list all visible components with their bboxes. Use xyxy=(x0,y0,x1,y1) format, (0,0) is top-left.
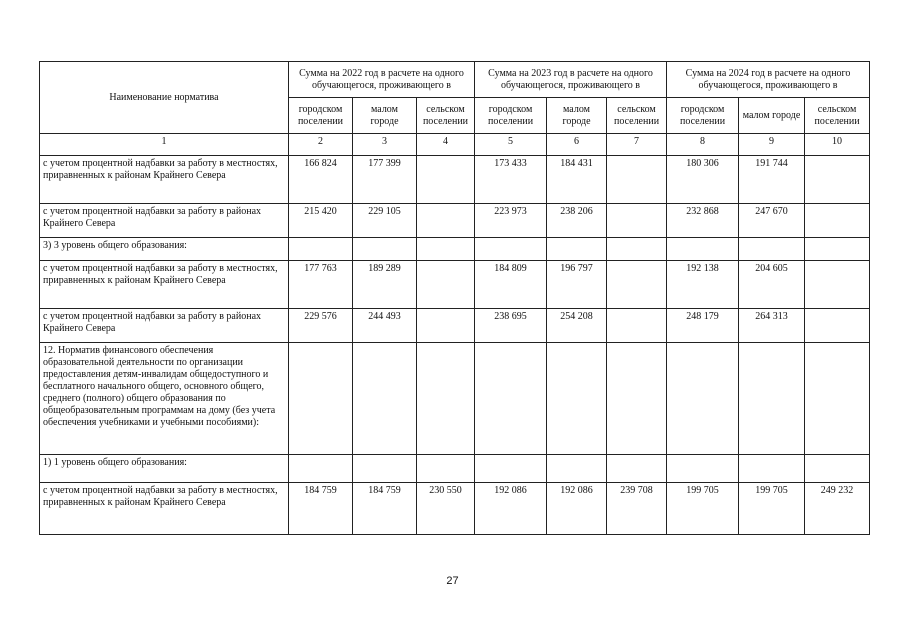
table-row xyxy=(40,483,870,535)
row-value xyxy=(353,343,417,455)
header-subcolumn: городском поселении xyxy=(289,98,353,134)
row-value xyxy=(289,343,353,455)
row-value: 192 086 xyxy=(547,483,607,535)
row-value: 184 431 xyxy=(547,156,607,204)
row-value: 166 824 xyxy=(289,156,353,204)
row-value xyxy=(417,455,475,483)
row-value xyxy=(739,343,805,455)
row-value: 189 289 xyxy=(353,261,417,309)
row-value: 199 705 xyxy=(667,483,739,535)
row-value: 264 313 xyxy=(739,309,805,343)
row-value: 215 420 xyxy=(289,204,353,238)
row-value xyxy=(353,238,417,261)
row-value: 192 138 xyxy=(667,261,739,309)
column-number: 8 xyxy=(667,134,739,156)
row-value xyxy=(417,309,475,343)
row-label: с учетом процентной надбавки за работу в местностях, приравненных к районам Крайнего Севера xyxy=(40,483,289,535)
row-value xyxy=(417,156,475,204)
row-value xyxy=(607,204,667,238)
row-value xyxy=(805,455,870,483)
row-value xyxy=(547,455,607,483)
row-label: с учетом процентной надбавки за работу в районах Крайнего Севера xyxy=(40,204,289,238)
table-row xyxy=(40,455,870,483)
row-value: 229 576 xyxy=(289,309,353,343)
row-value: 184 759 xyxy=(289,483,353,535)
row-value: 180 306 xyxy=(667,156,739,204)
row-value: 191 744 xyxy=(739,156,805,204)
row-label: с учетом процентной надбавки за работу в районах Крайнего Севера xyxy=(40,309,289,343)
row-value xyxy=(607,238,667,261)
row-value xyxy=(607,156,667,204)
column-number: 6 xyxy=(547,134,607,156)
row-value xyxy=(607,455,667,483)
row-value: 229 105 xyxy=(353,204,417,238)
column-number: 3 xyxy=(353,134,417,156)
row-value xyxy=(805,343,870,455)
header-group-2023: Сумма на 2023 год в расчете на одного обучающегося, проживающего в xyxy=(475,62,667,98)
row-value: 238 206 xyxy=(547,204,607,238)
row-value: 177 399 xyxy=(353,156,417,204)
row-value xyxy=(475,455,547,483)
column-number: 10 xyxy=(805,134,870,156)
row-value xyxy=(417,204,475,238)
row-value: 204 605 xyxy=(739,261,805,309)
row-label: 12. Норматив финансового обеспечения образовательной деятельности по организации предоставления детям-инвалидам общедоступного и бесплатного начального общего, основного общего, среднего (полного) общего образования по общеобразовательным программам на дому (без учета обеспечения учебниками и учебными пособиями): xyxy=(40,343,289,455)
row-value xyxy=(475,238,547,261)
row-value xyxy=(353,455,417,483)
row-label: с учетом процентной надбавки за работу в местностях, приравненных к районам Крайнего Севера xyxy=(40,156,289,204)
row-value: 247 670 xyxy=(739,204,805,238)
row-value: 196 797 xyxy=(547,261,607,309)
column-number: 4 xyxy=(417,134,475,156)
column-number: 2 xyxy=(289,134,353,156)
column-number: 1 xyxy=(40,134,289,156)
column-number: 7 xyxy=(607,134,667,156)
header-subcolumn: сельском поселении xyxy=(417,98,475,134)
row-label: с учетом процентной надбавки за работу в местностях, приравненных к районам Крайнего Севера xyxy=(40,261,289,309)
row-label: 3) 3 уровень общего образования: xyxy=(40,238,289,261)
header-subcolumn: малом городе xyxy=(547,98,607,134)
table-row xyxy=(40,343,870,455)
table-row xyxy=(40,238,870,261)
row-value xyxy=(805,156,870,204)
row-value: 184 809 xyxy=(475,261,547,309)
row-value xyxy=(547,238,607,261)
table-body xyxy=(40,156,870,535)
row-value: 177 763 xyxy=(289,261,353,309)
row-value: 184 759 xyxy=(353,483,417,535)
header-subcolumn: городском поселении xyxy=(475,98,547,134)
row-value: 192 086 xyxy=(475,483,547,535)
header-name-column: Наименование норматива xyxy=(40,62,289,134)
row-value xyxy=(547,343,607,455)
row-value: 223 973 xyxy=(475,204,547,238)
row-value: 244 493 xyxy=(353,309,417,343)
row-value: 199 705 xyxy=(739,483,805,535)
row-value: 248 179 xyxy=(667,309,739,343)
row-value xyxy=(289,238,353,261)
row-value xyxy=(289,455,353,483)
row-value xyxy=(805,238,870,261)
row-value xyxy=(475,343,547,455)
column-number: 5 xyxy=(475,134,547,156)
row-value xyxy=(607,261,667,309)
page-number: 27 xyxy=(446,575,459,587)
row-value xyxy=(667,455,739,483)
table-row xyxy=(40,156,870,204)
normative-table xyxy=(39,61,870,535)
row-value: 249 232 xyxy=(805,483,870,535)
header-subcolumn: городском поселении xyxy=(667,98,739,134)
row-value xyxy=(667,238,739,261)
row-value: 232 868 xyxy=(667,204,739,238)
row-label: 1) 1 уровень общего образования: xyxy=(40,455,289,483)
row-value: 173 433 xyxy=(475,156,547,204)
table-row xyxy=(40,204,870,238)
column-numbers-row xyxy=(40,134,870,156)
header-group-2022: Сумма на 2022 год в расчете на одного обучающегося, проживающего в xyxy=(289,62,475,98)
row-value xyxy=(805,261,870,309)
table-row xyxy=(40,309,870,343)
row-value: 254 208 xyxy=(547,309,607,343)
row-value xyxy=(667,343,739,455)
header-subcolumn: малом городе xyxy=(353,98,417,134)
row-value: 238 695 xyxy=(475,309,547,343)
header-subcolumn: сельском поселении xyxy=(607,98,667,134)
row-value xyxy=(805,309,870,343)
row-value xyxy=(417,343,475,455)
header-group-2024: Сумма на 2024 год в расчете на одного обучающегося, проживающего в xyxy=(667,62,870,98)
row-value xyxy=(805,204,870,238)
column-number: 9 xyxy=(739,134,805,156)
row-value xyxy=(739,455,805,483)
row-value xyxy=(417,238,475,261)
row-value xyxy=(607,309,667,343)
header-subcolumn: сельском поселении xyxy=(805,98,870,134)
table-row xyxy=(40,261,870,309)
row-value xyxy=(417,261,475,309)
row-value: 230 550 xyxy=(417,483,475,535)
row-value: 239 708 xyxy=(607,483,667,535)
row-value xyxy=(739,238,805,261)
header-subcolumn: малом городе xyxy=(739,98,805,134)
row-value xyxy=(607,343,667,455)
